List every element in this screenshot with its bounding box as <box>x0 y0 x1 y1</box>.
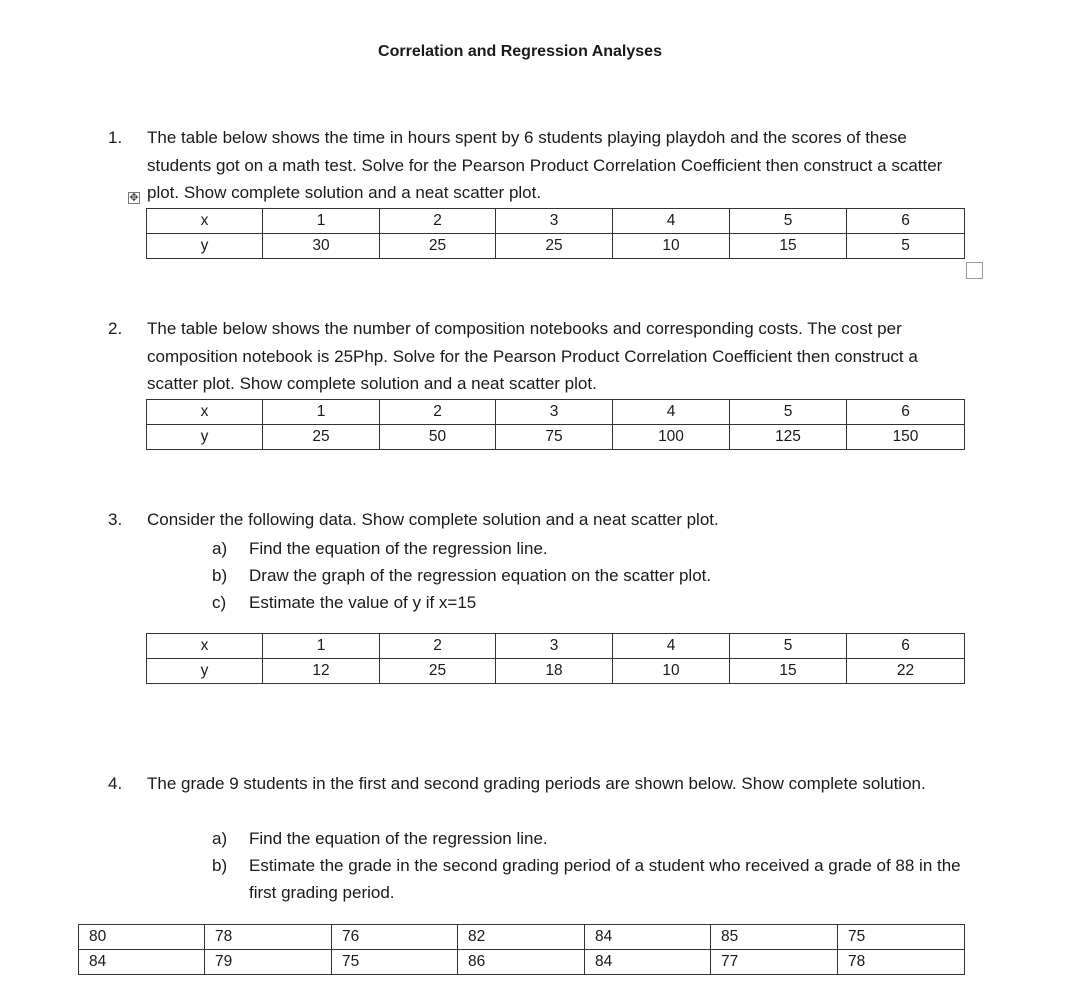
table-cell[interactable]: 75 <box>332 950 458 975</box>
question-2 <box>108 315 958 398</box>
table-cell[interactable]: 78 <box>205 925 332 950</box>
table-row <box>147 659 965 684</box>
table-cell[interactable]: 4 <box>613 400 730 425</box>
subitem-label: a) <box>212 829 228 848</box>
list-item <box>212 825 962 852</box>
list-item <box>212 535 962 562</box>
table-cell[interactable]: 5 <box>730 634 847 659</box>
table-row <box>147 425 965 450</box>
table-cell[interactable]: 3 <box>496 209 613 234</box>
question-number: 4. <box>108 774 123 793</box>
table-cell[interactable]: 79 <box>205 950 332 975</box>
table-cell[interactable]: 77 <box>711 950 838 975</box>
table-cell[interactable]: 86 <box>458 950 585 975</box>
table-cell[interactable]: 150 <box>847 425 965 450</box>
table-cell[interactable]: 2 <box>380 209 496 234</box>
table-cell[interactable]: 75 <box>496 425 613 450</box>
table-cell[interactable]: 80 <box>79 925 205 950</box>
table-cell[interactable]: x <box>147 400 263 425</box>
question-text: The table below shows the number of composition notebooks and corresponding costs. The cost per composition notebook is 25Php. Solve for the Pearson Product Correlation Coefficient then construct a scatter plot. Show complete solution and a neat scatter plot. <box>147 319 918 393</box>
table-row <box>147 209 965 234</box>
list-item <box>212 562 962 589</box>
table-cell[interactable]: 10 <box>613 659 730 684</box>
table-cell[interactable]: 76 <box>332 925 458 950</box>
subitem-text: Estimate the value of y if x=15 <box>249 593 477 612</box>
table-cell[interactable]: 50 <box>380 425 496 450</box>
subitem-label: b) <box>212 566 228 585</box>
question-1 <box>108 124 958 207</box>
question-text: The table below shows the time in hours spent by 6 students playing playdoh and the scores of these students got on a math test. Solve for the Pearson Product Correlation Coefficient then construct a scatter plot. Show complete solution and a neat scatter plot. <box>147 128 943 202</box>
subitem-label: c) <box>212 593 227 612</box>
table-resize-icon[interactable] <box>966 262 983 279</box>
question-text: The grade 9 students in the first and second grading periods are shown below. Show complete solution. <box>147 774 926 793</box>
table-cell[interactable]: 6 <box>847 634 965 659</box>
table-cell[interactable]: 5 <box>730 400 847 425</box>
question-number: 2. <box>108 319 123 338</box>
question-3 <box>108 506 958 534</box>
list-item <box>212 589 962 616</box>
table-cell[interactable]: 2 <box>380 400 496 425</box>
table-cell[interactable]: 4 <box>613 209 730 234</box>
table-row <box>147 234 965 259</box>
table-cell[interactable]: 84 <box>79 950 205 975</box>
table-row <box>79 950 965 975</box>
grades-table <box>78 924 965 975</box>
table-cell[interactable]: 15 <box>730 234 847 259</box>
table-cell[interactable]: 4 <box>613 634 730 659</box>
table-cell[interactable]: 6 <box>847 209 965 234</box>
subitem-label: b) <box>212 856 228 875</box>
table-cell[interactable]: 84 <box>585 925 711 950</box>
table-cell[interactable]: 3 <box>496 634 613 659</box>
table-cell[interactable]: 100 <box>613 425 730 450</box>
table-row <box>147 400 965 425</box>
table-cell[interactable]: 25 <box>263 425 380 450</box>
table-cell[interactable]: 1 <box>263 209 380 234</box>
data-table-3 <box>146 633 965 684</box>
table-cell[interactable]: 30 <box>263 234 380 259</box>
question-4 <box>108 770 958 798</box>
page-title: Correlation and Regression Analyses <box>378 43 662 60</box>
table-cell[interactable]: y <box>147 659 263 684</box>
question-number: 3. <box>108 510 123 529</box>
question-3-subitems <box>212 535 962 616</box>
table-cell[interactable]: y <box>147 234 263 259</box>
table-row <box>79 925 965 950</box>
table-cell[interactable]: 22 <box>847 659 965 684</box>
subitem-label: a) <box>212 539 228 558</box>
table-cell[interactable]: 85 <box>711 925 838 950</box>
table-cell[interactable]: 25 <box>496 234 613 259</box>
data-table-1 <box>146 208 965 259</box>
table-cell[interactable]: x <box>147 634 263 659</box>
table-cell[interactable]: 5 <box>730 209 847 234</box>
table-cell[interactable]: 3 <box>496 400 613 425</box>
table-cell[interactable]: 6 <box>847 400 965 425</box>
table-cell[interactable]: 12 <box>263 659 380 684</box>
table-cell[interactable]: 5 <box>847 234 965 259</box>
table-cell[interactable]: 1 <box>263 400 380 425</box>
table-move-icon[interactable]: ✥ <box>129 192 139 204</box>
question-text: Consider the following data. Show complete solution and a neat scatter plot. <box>147 510 719 529</box>
table-cell[interactable]: y <box>147 425 263 450</box>
table-cell[interactable]: 2 <box>380 634 496 659</box>
subitem-text: Find the equation of the regression line. <box>249 829 548 848</box>
table-cell[interactable]: 125 <box>730 425 847 450</box>
table-cell[interactable]: 82 <box>458 925 585 950</box>
subitem-text: Estimate the grade in the second grading period of a student who received a grade of 88 in the first grading period. <box>249 856 961 902</box>
list-item <box>212 852 962 906</box>
data-table-2 <box>146 399 965 450</box>
table-cell[interactable]: 75 <box>838 925 965 950</box>
question-4-subitems <box>212 825 962 906</box>
table-cell[interactable]: 10 <box>613 234 730 259</box>
table-cell[interactable]: x <box>147 209 263 234</box>
subitem-text: Find the equation of the regression line. <box>249 539 548 558</box>
table-cell[interactable]: 15 <box>730 659 847 684</box>
table-cell[interactable]: 25 <box>380 234 496 259</box>
table-cell[interactable]: 78 <box>838 950 965 975</box>
table-cell[interactable]: 1 <box>263 634 380 659</box>
subitem-text: Draw the graph of the regression equation on the scatter plot. <box>249 566 712 585</box>
question-number: 1. <box>108 128 123 147</box>
table-cell[interactable]: 84 <box>585 950 711 975</box>
table-cell[interactable]: 25 <box>380 659 496 684</box>
table-row <box>147 634 965 659</box>
table-cell[interactable]: 18 <box>496 659 613 684</box>
